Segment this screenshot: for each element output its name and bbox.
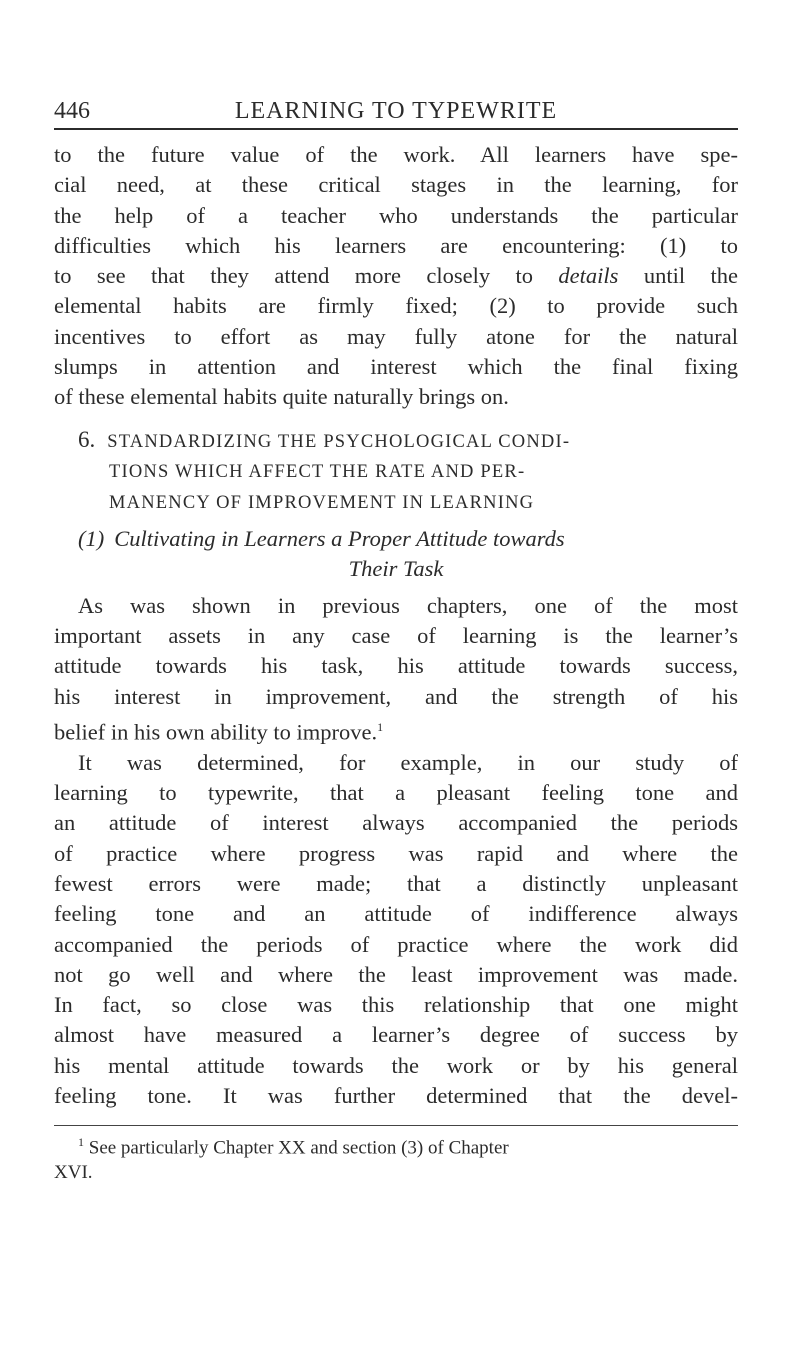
text-line bbox=[54, 712, 738, 748]
text-line: cial need, at these critical stages in the learning, for bbox=[54, 172, 738, 198]
text-line: not go well and where the least improvement was made. bbox=[54, 961, 738, 987]
footnote-line bbox=[54, 1130, 738, 1160]
footnote-mark: 1 bbox=[78, 1135, 84, 1150]
paragraph-3 bbox=[54, 748, 738, 1112]
text-fragment: to see that they attend more closely to bbox=[54, 263, 559, 289]
emphasis-details: details bbox=[558, 263, 619, 289]
text-line: learning to typewrite, that a pleasant feeling tone and bbox=[54, 780, 738, 806]
text-line: slumps in attention and interest which the final fixing bbox=[54, 354, 738, 380]
subheading-number: (1) bbox=[78, 526, 105, 552]
text-line: important assets in any case of learning is the learner’s bbox=[54, 623, 738, 649]
text-fragment: until the bbox=[618, 263, 738, 289]
footnote-divider bbox=[54, 1125, 738, 1126]
text-line: almost have measured a learner’s degree of success by bbox=[54, 1022, 738, 1048]
footnote-reference: 1 bbox=[377, 719, 384, 734]
text-line: As was shown in previous chapters, one of the most bbox=[78, 592, 738, 618]
section-heading bbox=[54, 425, 738, 519]
page-number: 446 bbox=[54, 98, 90, 124]
text-line: the help of a teacher who understands the particular bbox=[54, 202, 738, 228]
text-line: difficulties which his learners are encountering: (1) to bbox=[54, 232, 738, 258]
text-line: fewest errors were made; that a distinctly unpleasant bbox=[54, 870, 738, 896]
running-title: LEARNING TO TYPEWRITE bbox=[234, 98, 558, 124]
text-line: his interest in improvement, and the strength of his bbox=[54, 683, 738, 709]
text-line: an attitude of interest always accompanied the periods bbox=[54, 810, 738, 836]
subheading-title: Cultivating in Learners a Proper Attitude towards bbox=[114, 526, 565, 552]
text-line: incentives to effort as may fully atone for the natural bbox=[54, 323, 738, 349]
section-heading-line: MANENCY OF IMPROVEMENT IN LEARNING bbox=[109, 492, 535, 513]
text-line: of practice where progress was rapid and where the bbox=[54, 840, 738, 866]
paragraph-1 bbox=[54, 140, 738, 413]
text-line bbox=[54, 261, 738, 291]
text-line: of these elemental habits quite naturally brings on. bbox=[54, 384, 509, 410]
section-heading-line: TIONS WHICH AFFECT THE RATE AND PER- bbox=[109, 462, 526, 483]
footnote-line: XVI. bbox=[54, 1161, 93, 1183]
text-line: his mental attitude towards the work or by his general bbox=[54, 1052, 738, 1078]
paragraph-2 bbox=[54, 591, 738, 748]
subheading-line: Their Task bbox=[348, 556, 444, 582]
page-body bbox=[54, 140, 738, 1185]
text-line: feeling tone. It was further determined that the devel- bbox=[54, 1083, 738, 1109]
section-number: 6. bbox=[78, 426, 96, 452]
subheading bbox=[54, 524, 738, 585]
running-header bbox=[54, 98, 738, 130]
subheading-line bbox=[54, 524, 738, 554]
text-line: elemental habits are firmly fixed; (2) to provide such bbox=[54, 293, 738, 319]
text-fragment: belief in his own ability to improve. bbox=[54, 719, 378, 745]
text-line: In fact, so close was this relationship that one might bbox=[54, 992, 738, 1018]
text-line: to the future value of the work. All learners have spe- bbox=[54, 142, 738, 167]
text-line: feeling tone and an attitude of indifference always bbox=[54, 901, 738, 927]
footnote-text: See particularly Chapter XX and section (3) of Chapter bbox=[88, 1137, 509, 1159]
text-line: accompanied the periods of practice where the work did bbox=[54, 931, 738, 957]
text-line: attitude towards his task, his attitude towards success, bbox=[54, 653, 738, 679]
section-title-fragment: STANDARDIZING THE PSYCHOLOGICAL CONDI- bbox=[107, 431, 571, 452]
section-heading-line bbox=[54, 425, 738, 458]
footnote bbox=[54, 1130, 738, 1184]
text-line: It was determined, for example, in our study of bbox=[78, 749, 738, 775]
